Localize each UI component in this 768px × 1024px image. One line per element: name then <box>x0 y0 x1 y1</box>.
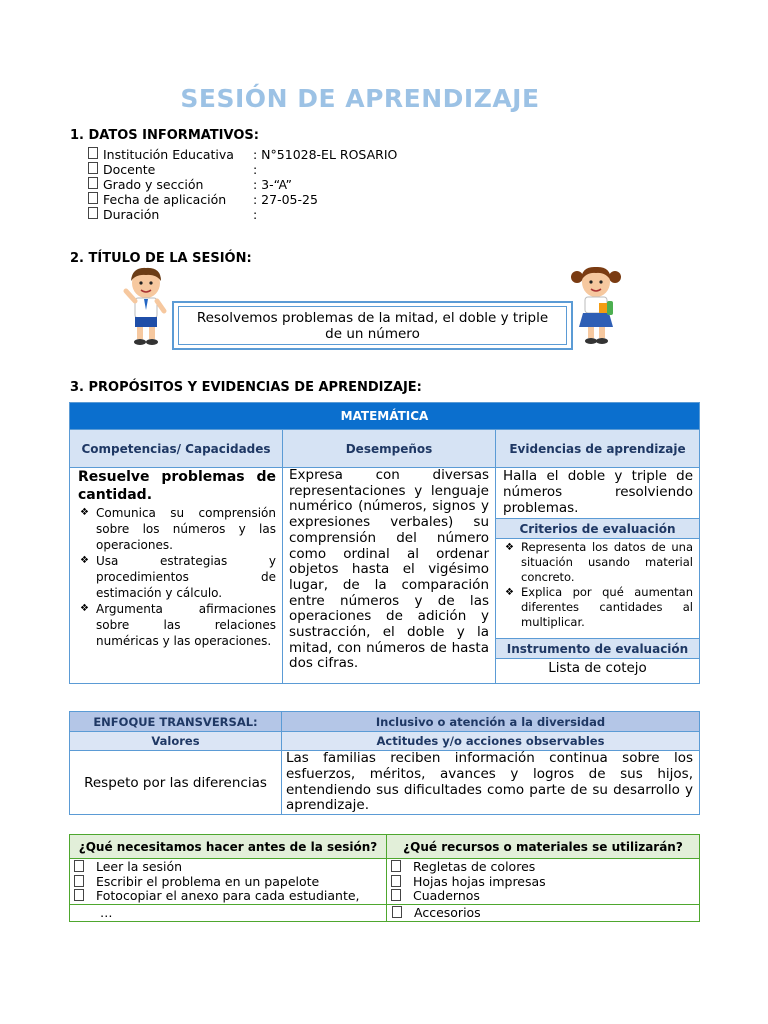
col-antes: ¿Qué necesitamos hacer antes de la sesión? <box>70 835 387 859</box>
checkbox-icon <box>88 177 98 189</box>
capacidad-item: ❖ Usa estrategias y procedimientos de estimación y cálculo. <box>78 553 276 601</box>
preparation-table <box>69 834 700 922</box>
info-label: Institución Educativa <box>103 147 234 162</box>
antes-text: Fotocopiar el anexo para cada estudiante, <box>96 888 360 903</box>
capacidad-item: ❖ Comunica su comprensión sobre los números y las operaciones. <box>78 505 276 553</box>
checkbox-icon <box>88 192 98 204</box>
recurso-text: Regletas de colores <box>413 859 536 874</box>
antes-item <box>70 875 386 890</box>
session-title-box <box>172 301 573 350</box>
recursos-cell <box>387 859 700 905</box>
purposes-table <box>69 402 700 684</box>
checkbox-icon <box>74 889 84 901</box>
session-title-text: Resolvemos problemas de la mitad, el doble y triple de un número <box>178 306 567 345</box>
area-header: MATEMÁTICA <box>70 403 700 430</box>
criterios-list <box>503 540 693 630</box>
col-actitudes: Actitudes y/o acciones observables <box>282 732 700 751</box>
antes-text: Escribir el problema en un papelote <box>96 873 320 889</box>
info-label: Fecha de aplicación <box>103 192 227 207</box>
criterio-item: ❖ Representa los datos de una situación usando material concreto. <box>503 540 693 585</box>
col-evidencias: Evidencias de aprendizaje <box>496 430 700 468</box>
enfoque-label: ENFOQUE TRANSVERSAL: <box>70 712 282 732</box>
info-label: Docente <box>103 162 156 177</box>
enfoque-table <box>69 711 700 815</box>
recurso-item <box>387 860 699 875</box>
checkbox-icon <box>88 162 98 174</box>
checkbox-icon <box>74 875 84 887</box>
instrumento-header: Instrumento de evaluación <box>496 639 700 659</box>
info-label: Grado y sección <box>103 177 204 192</box>
checkbox-icon <box>88 147 98 159</box>
section1-heading: 1. DATOS INFORMATIVOS: <box>70 128 259 143</box>
evidencia-cell: Halla el doble y triple de números resolviendo problemas. <box>496 468 700 519</box>
info-value: : <box>253 207 258 222</box>
checkbox-icon <box>391 889 401 901</box>
recurso-text: Cuadernos <box>413 888 480 903</box>
antes-item <box>70 860 386 875</box>
actitud-cell: Las familias reciben información continua sobre los esfuerzos, méritos, avances y logros de sus hijos, entendiendo sus dificultades como parte de su desarrollo y aprendizaje. <box>282 751 700 815</box>
enfoque-value: Inclusivo o atención a la diversidad <box>282 712 700 732</box>
boy-illustration <box>120 265 172 347</box>
capacidad-item: ❖ Argumenta afirmaciones sobre las relaciones numéricas y las operaciones. <box>78 601 276 649</box>
info-value: : 3-“A” <box>253 177 292 192</box>
recurso-item <box>387 889 699 904</box>
col-competencias: Competencias/ Capacidades <box>70 430 283 468</box>
info-row-duracion <box>88 207 397 222</box>
section2-heading: 2. TÍTULO DE LA SESIÓN: <box>70 251 252 266</box>
info-value: : N°51028-EL ROSARIO <box>253 147 398 162</box>
checkbox-icon <box>392 906 402 918</box>
info-value: : 27-05-25 <box>253 192 318 207</box>
antes-item <box>70 889 386 904</box>
recurso-text: Hojas hojas impresas <box>413 873 546 889</box>
recurso-text: Accesorios <box>414 904 481 920</box>
col-valores: Valores <box>70 732 282 751</box>
criterios-cell <box>496 539 700 639</box>
info-label: Duración <box>103 207 160 222</box>
col-desempenos: Desempeños <box>283 430 496 468</box>
capacidades-list <box>78 505 276 649</box>
info-row-docente <box>88 162 397 177</box>
checkbox-icon <box>74 860 84 872</box>
antes-extra: … <box>70 904 387 921</box>
info-row-fecha <box>88 192 397 207</box>
criterios-header: Criterios de evaluación <box>496 519 700 539</box>
recurso-item <box>387 904 700 921</box>
info-value: : <box>253 162 258 177</box>
checkbox-icon <box>88 207 98 219</box>
recurso-item <box>387 875 699 890</box>
info-row-institucion <box>88 147 397 162</box>
section3-heading: 3. PROPÓSITOS Y EVIDENCIAS DE APRENDIZAJE: <box>70 380 422 395</box>
instrumento-cell: Lista de cotejo <box>496 659 700 684</box>
info-list <box>88 147 397 222</box>
antes-text: Leer la sesión <box>96 859 183 874</box>
checkbox-icon <box>391 875 401 887</box>
desempeno-cell: Expresa con diversas representaciones y lenguaje numérico (números, signos y expresiones verbales) su comprensión del número como ordinal al ordenar objetos hasta el vigésimo lugar, de la comparación entre números y de las operaciones de adición y sustracción, el doble y la mitad, con números de hasta dos cifras. <box>283 468 496 684</box>
col-recursos: ¿Qué recursos o materiales se utilizarán? <box>387 835 700 859</box>
valor-cell: Respeto por las diferencias <box>70 751 282 815</box>
page-title: SESIÓN DE APRENDIZAJE <box>180 84 540 113</box>
info-row-grado <box>88 177 397 192</box>
antes-cell <box>70 859 387 905</box>
competencias-cell <box>70 468 283 684</box>
competencia-title: Resuelve problemas de cantidad. <box>78 469 276 503</box>
girl-illustration <box>569 263 623 347</box>
checkbox-icon <box>391 860 401 872</box>
criterio-item: ❖ Explica por qué aumentan diferentes cantidades al multiplicar. <box>503 585 693 630</box>
